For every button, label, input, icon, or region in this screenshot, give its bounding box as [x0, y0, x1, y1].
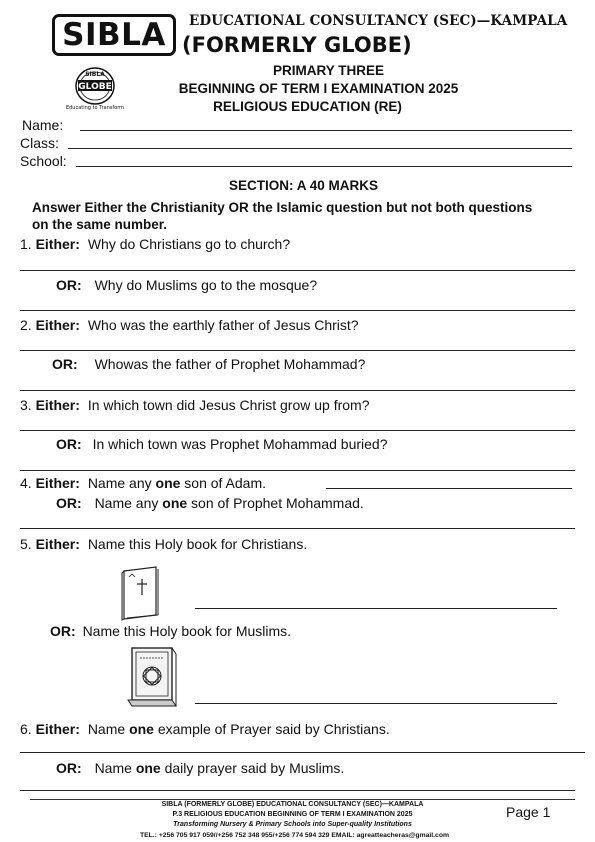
question-text-end: son of Prophet Mohammad. [191, 495, 364, 511]
question-text: Why do Christians go to church? [87, 236, 291, 252]
question-5-either [20, 536, 307, 552]
question-number: 5. [20, 536, 32, 552]
question-text: Who was the earthly father of Jesus Christ? [87, 317, 359, 333]
footer-divider [30, 799, 575, 800]
either-label: Either: [35, 236, 80, 252]
answer-line[interactable] [20, 390, 575, 391]
or-label: OR: [56, 495, 82, 511]
svg-text:SIBLA: SIBLA [85, 71, 105, 78]
answer-line[interactable] [326, 488, 572, 489]
class-label: Class: [20, 135, 59, 151]
bible-icon [120, 565, 164, 621]
answer-line[interactable] [20, 752, 585, 753]
organisation-name: EDUCATIONAL CONSULTANCY (SEC)—KAMPALA [189, 13, 568, 29]
footer-motto: Transforming Nursery & Primary Schools into Super-quality Institutions [173, 821, 412, 828]
answer-line[interactable] [195, 608, 557, 609]
sibla-logo [52, 14, 176, 56]
question-text-start: Name any [94, 495, 159, 511]
question-number: 6. [20, 721, 32, 737]
question-3-or [56, 436, 388, 452]
page-number: Page 1 [506, 804, 551, 820]
name-field[interactable] [80, 130, 572, 131]
question-1-either [20, 236, 290, 252]
organisation-former-name: (FORMERLY GLOBE) [182, 33, 412, 57]
question-4-either [20, 475, 266, 491]
question-text-start: Name any [87, 475, 152, 491]
question-text: Name this Holy book for Christians. [87, 536, 308, 552]
footer-contacts: TEL.: +256 705 917 059//+256 752 348 955/+256 774 594 329 EMAIL: agreatteacheras@gmail.com [139, 832, 450, 839]
question-text: In which town did Jesus Christ grow up from? [87, 397, 370, 413]
question-text-end: son of Adam. [184, 475, 267, 491]
or-label: OR: [56, 436, 82, 452]
answer-line[interactable] [20, 528, 575, 529]
answer-line[interactable] [20, 430, 575, 431]
question-number: 2. [20, 317, 32, 333]
either-label: Either: [35, 536, 80, 552]
question-number: 3. [20, 397, 32, 413]
either-label: Either: [35, 397, 80, 413]
question-6-or [56, 760, 344, 776]
either-label: Either: [35, 475, 80, 491]
subject-heading: RELIGIOUS EDUCATION (RE) [213, 99, 402, 114]
footer-exam: P.3 RELIGIOUS EDUCATION BEGINNING OF TERM I EXAMINATION 2025 [172, 811, 413, 818]
question-4-or [56, 495, 364, 511]
question-text-start: Name [87, 721, 126, 737]
question-emphasis: one [162, 495, 188, 511]
school-label: School: [20, 153, 67, 169]
section-title: SECTION: A 40 MARKS [228, 178, 378, 193]
exam-heading: BEGINNING OF TERM I EXAMINATION 2025 [178, 81, 459, 96]
section-instruction: Answer Either the Christianity OR the Islamic question but not both questions on the same number. [32, 200, 533, 232]
question-number: 4. [20, 475, 32, 491]
answer-line[interactable] [195, 703, 557, 704]
svg-text:GLOBE: GLOBE [78, 82, 112, 92]
question-text: Whowas the father of Prophet Mohammad? [94, 356, 366, 372]
question-6-either [20, 721, 390, 737]
or-label: OR: [50, 623, 76, 639]
logo-text: SIBLA [62, 17, 166, 53]
or-label: OR: [56, 277, 82, 293]
class-heading: PRIMARY THREE [272, 63, 384, 78]
question-text: In which town was Prophet Mohammad buried? [92, 436, 388, 452]
question-text: Name this Holy book for Muslims. [82, 623, 292, 639]
svg-text:Educating to Transform: Educating to Transform [65, 105, 125, 111]
or-label: OR: [52, 356, 78, 372]
question-2-or [52, 356, 365, 372]
school-field[interactable] [76, 166, 572, 167]
question-text-end: daily prayer said by Muslims. [164, 760, 345, 776]
quran-icon [126, 646, 178, 710]
answer-line[interactable] [20, 310, 575, 311]
question-1-or [56, 277, 317, 293]
answer-line[interactable] [20, 270, 575, 271]
name-label: Name: [22, 117, 64, 133]
question-3-either [20, 397, 370, 413]
question-text: Why do Muslims go to the mosque? [94, 277, 318, 293]
answer-line[interactable] [20, 350, 575, 351]
footer-organisation: SIBLA (FORMERLY GLOBE) EDUCATIONAL CONSULTANCY (SEC)—KAMPALA [161, 801, 424, 808]
either-label: Either: [35, 317, 80, 333]
answer-line[interactable] [20, 790, 575, 791]
question-emphasis: one [129, 721, 154, 737]
question-5-or [50, 623, 291, 639]
question-2-either [20, 317, 359, 333]
class-field[interactable] [68, 148, 572, 149]
question-text-end: example of Prayer said by Christians. [157, 721, 390, 737]
question-emphasis: one [155, 475, 181, 491]
either-label: Either: [35, 721, 80, 737]
question-number: 1. [20, 236, 32, 252]
answer-line[interactable] [20, 470, 575, 471]
question-text-start: Name [94, 760, 132, 776]
question-emphasis: one [135, 760, 161, 776]
or-label: OR: [56, 760, 82, 776]
